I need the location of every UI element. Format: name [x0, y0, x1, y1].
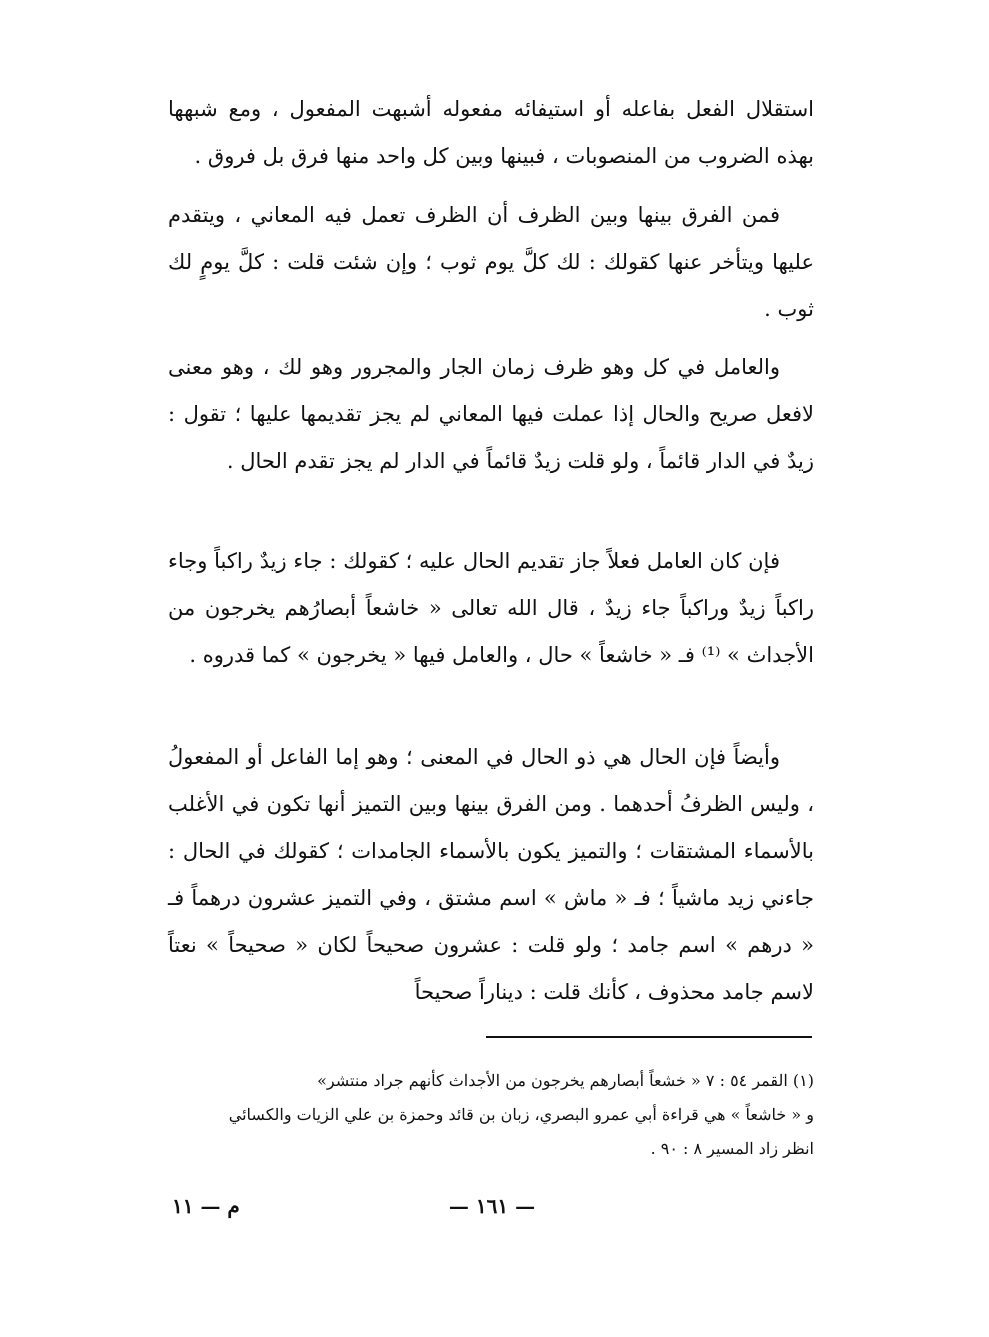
footnote-line-2: و « خاشعاً » هي قراءة أبي عمرو البصري، زبان بن قائد وحمزة بن علي الزيات والكسائي — [228, 1105, 814, 1124]
paragraph-5: وأيضاً فإن الحال هي ذو الحال في المعنى ؛ وهو إما الفاعل أو المفعولُ ، وليس الظرفُ أحدهما . ومن الفرق بينها وبين التميز أنها تكون في الأغلب بالأسماء المشتقات ؛ والتميز يكون بالأسماء الجامدات ؛ كقولك في الحال : جاءني زيد ماشياً ؛ فـ « ماش » اسم مشتق ، وفي التميز عشرون درهماً فـ « درهم » اسم جامد ؛ ولو قلت : عشرون صحيحاً لكان « صحيحاً » نعتاً لاسم جامد محذوف ، كأنك قلت : ديناراً صحيحاً — [168, 745, 814, 1004]
footnote-line-3: انظر زاد المسير ٨ : ٩٠ . — [650, 1139, 814, 1158]
paragraph-4: فإن كان العامل فعلاً جاز تقديم الحال عليه ؛ كقولك : جاء زيدٌ راكباً وجاء راكباً زيدٌ وراكباً جاء زيدٌ ، قال الله تعالى « خاشعاً أبصارُهم يخرجون من الأجداث » ⁽¹⁾ فـ « خاشعاً » حال ، والعامل فيها « يخرجون » كما قدروه . — [168, 549, 814, 667]
page-footer — [0, 1194, 989, 1224]
footnotes — [168, 1064, 814, 1166]
page-number: — ١٦١ — — [448, 1194, 536, 1218]
footnote-line-1: (١) القمر ٥٤ : ٧ « خشعاً أبصارهم يخرجون من الأجداث كأنهم جراد منتشر» — [317, 1071, 814, 1090]
paragraph-1: استقلال الفعل بفاعله أو استيفائه مفعوله أشبهت المفعول ، ومع شبهها بهذه الضروب من المنصوبات ، فبينها وبين كل واحد منها فرق بل فروق . — [168, 97, 814, 168]
signature-mark: م — ١١ — [172, 1194, 240, 1218]
paragraph-2: فمن الفرق بينها وبين الظرف أن الظرف تعمل فيه المعاني ، ويتقدم عليها ويتأخر عنها كقولك : لك كلَّ يوم ثوب ؛ وإن شئت قلت : كلَّ يومٍ لك ثوب . — [168, 203, 814, 321]
footnote-divider — [486, 1036, 812, 1038]
paragraph-3: والعامل في كل وهو ظرف زمان الجار والمجرور وهو لك ، وهو معنى لافعل صريح والحال إذا عملت فيها المعاني لم يجز تقديمها عليها ؛ تقول : زيدٌ في الدار قائماً ، ولو قلت زيدٌ قائماً في الدار لم يجز تقدم الحال . — [168, 355, 814, 473]
